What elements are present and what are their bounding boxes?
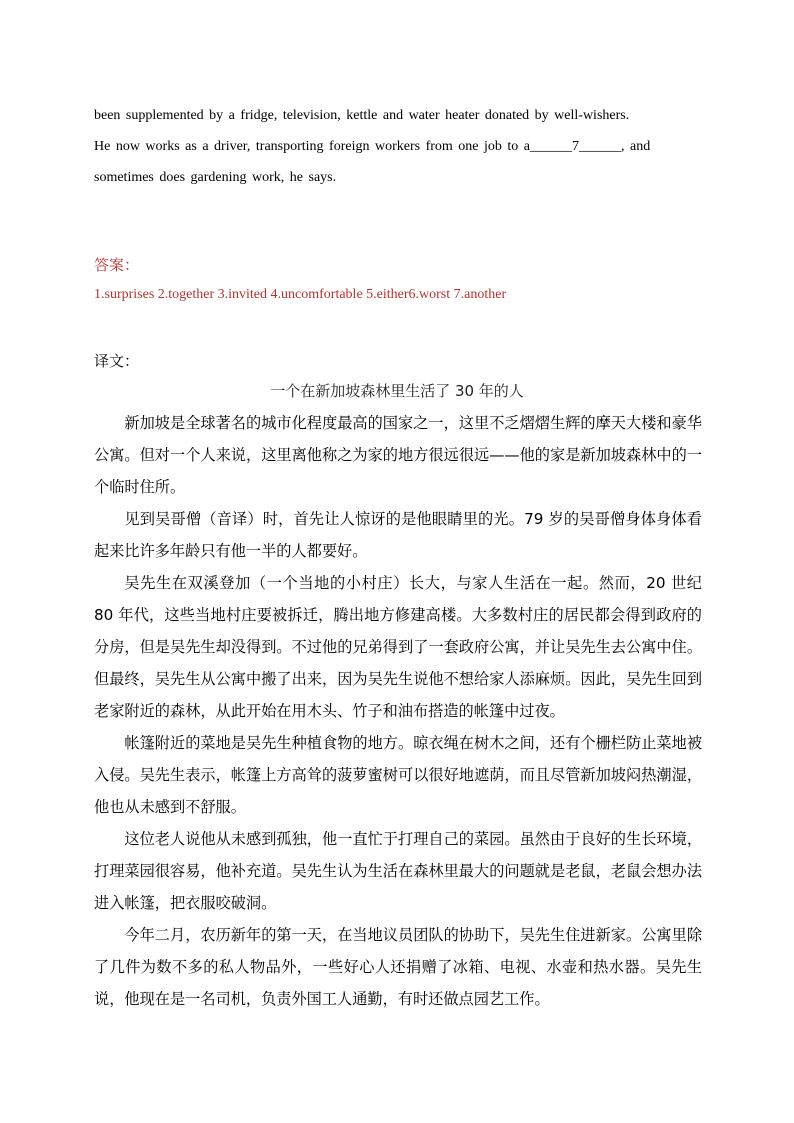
translation-paragraph-3: 吴先生在双溪登加（一个当地的小村庄）长大，与家人生活在一起。然而，20 世纪 80 年代，这些当地村庄要被拆迁，腾出地方修建高楼。大多数村庄的居民都会得到政府的分房，但是吴先生却没得到。不过他的兄弟得到了一套政府公寓，并让吴先生去公寓中住。但最终，吴先生从公寓中搬了出来，因为吴先生说他不想给家人添麻烦。因此，吴先生回到老家附近的森林，从此开始在用木头、竹子和油布搭造的帐篷中过夜。: [94, 574, 702, 720]
english-line-1: been supplemented by a fridge, television, kettle and water heater donated by well-wishers.: [94, 108, 630, 123]
translation-paragraph-2: 见到吴哥僧（音译）时，首先让人惊讶的是他眼睛里的光。79 岁的吴哥僧身体身体看起来比许多年龄只有他一半的人都要好。: [94, 510, 702, 560]
translation-paragraph-1: 新加坡是全球著名的城市化程度最高的国家之一，这里不乏熠熠生辉的摩天大楼和豪华公寓。但对一个人来说，这里离他称之为家的地方很远很远——他的家是新加坡森林中的一个临时住所。: [94, 414, 702, 496]
english-passage: [94, 100, 700, 193]
english-line-2: He now works as a driver, transporting foreign workers from one job to a______7______, and: [94, 139, 651, 154]
translation-paragraph-5: 这位老人说他从未感到孤独，他一直忙于打理自己的菜园。虽然由于良好的生长环境，打理菜园很容易，他补充道。吴先生认为生活在森林里最大的问题就是老鼠，老鼠会想办法进入帐篷，把衣服咬破洞。: [94, 830, 702, 912]
english-line-3: sometimes does gardening work, he says.: [94, 170, 337, 185]
answers-label: 答案：: [94, 256, 140, 274]
answers-text: 1.surprises 2.together 3.invited 4.uncomfortable 5.either6.worst 7.another: [94, 287, 507, 302]
translation-body: [94, 407, 702, 1015]
translation-label: 译文：: [94, 352, 140, 370]
translation-title: 一个在新加坡森林里生活了 30 年的人: [270, 382, 524, 400]
translation-paragraph-4: 帐篷附近的菜地是吴先生种植食物的地方。晾衣绳在树木之间，还有个栅栏防止菜地被入侵。吴先生表示，帐篷上方高耸的菠萝蜜树可以很好地遮荫，而且尽管新加坡闷热潮湿，他也从未感到不舒服。: [94, 734, 702, 816]
translation-paragraph-6: 今年二月，农历新年的第一天，在当地议员团队的协助下，吴先生住进新家。公寓里除了几件为数不多的私人物品外，一些好心人还捐赠了冰箱、电视、水壶和热水器。吴先生说，他现在是一名司机，负责外国工人通勤，有时还做点园艺工作。: [94, 926, 702, 1008]
